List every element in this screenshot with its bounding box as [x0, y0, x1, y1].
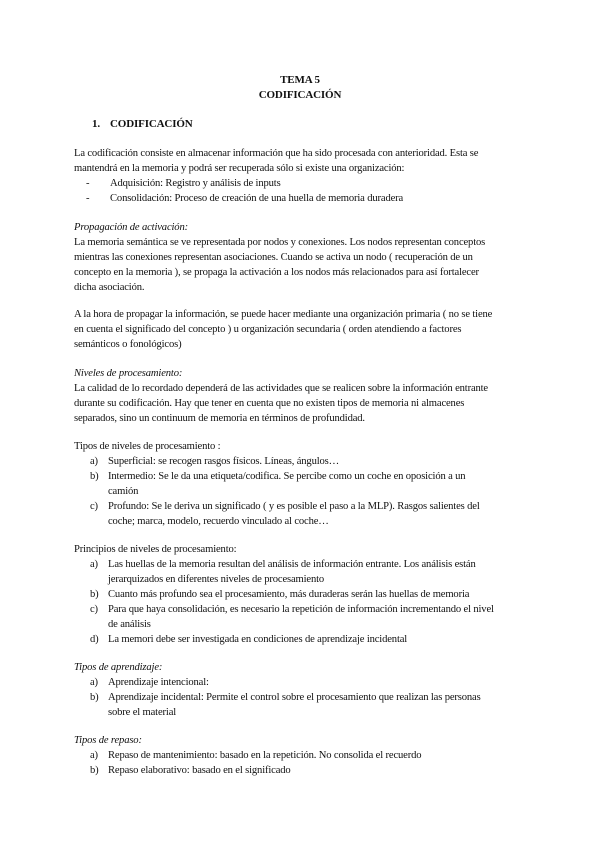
list-item: c) Profundo: Se le deriva un significado ( y es posible el paso a la MLP). Rasgos salientes del	[90, 501, 480, 512]
subheading: Tipos de niveles de procesamiento :	[74, 441, 221, 452]
paragraph-line: concepto en la memoria ), se propaga la activación a los nodos más relacionados para así fortalecer	[74, 267, 479, 278]
list-item: - Adquisición: Registro y análisis de inputs	[86, 178, 281, 189]
list-item-continuation: de análisis	[108, 619, 151, 630]
list-item-text: Adquisición: Registro y análisis de inputs	[110, 178, 281, 189]
list-item: a) Las huellas de la memoria resultan del análisis de información entrante. Los análisis están	[90, 559, 476, 570]
paragraph-line: semánticos o fonológicos)	[74, 339, 182, 350]
paragraph-line: La codificación consiste en almacenar información que ha sido procesada con anterioridad. Esta se	[74, 148, 479, 159]
section-title: CODIFICACIÓN	[110, 118, 193, 130]
paragraph-line: separados, sino un continuum de memoria en términos de profundidad.	[74, 413, 365, 424]
document-subtitle: CODIFICACIÓN	[258, 89, 342, 101]
subheading: Principios de niveles de procesamiento:	[74, 544, 237, 555]
list-item-continuation: camión	[108, 486, 139, 497]
list-item: b) Intermedio: Se le da una etiqueta/codifica. Se percibe como un coche en oposición a un	[90, 471, 466, 482]
paragraph-line: La calidad de lo recordado dependerá de las actividades que se realicen sobre la información entrante	[74, 383, 488, 394]
list-item: b) Aprendizaje incidental: Permite el control sobre el procesamiento que realizan las personas	[90, 692, 481, 703]
list-item: b) Cuanto más profundo sea el procesamiento, más duraderas serán las huellas de memoria	[90, 589, 470, 600]
list-item: a) Repaso de mantenimiento: basado en la repetición. No consolida el recuerdo	[90, 750, 422, 761]
list-item: - Consolidación: Proceso de creación de una huella de memoria duradera	[86, 193, 404, 204]
subheading: Niveles de procesamiento:	[74, 368, 183, 379]
list-item: d) La memori debe ser investigada en condiciones de aprendizaje incidental	[90, 634, 408, 645]
subheading: Propagación de activación:	[74, 222, 188, 233]
paragraph-line: mantendrá en la memoria y podrá ser recuperada sólo si existe una organización:	[74, 163, 405, 174]
list-item-continuation: coche; marca, modelo, recuerdo vinculado al coche…	[108, 516, 329, 527]
section-heading	[74, 117, 526, 132]
subheading: Tipos de aprendizaje:	[74, 662, 163, 673]
paragraph-line: en cuenta el significado del concepto ) u organización secundaria ( orden atendiendo a factores	[74, 324, 462, 335]
paragraph-line: durante su codificación. Hay que tener en cuenta que no existen tipos de memoria ni almacenes	[74, 398, 465, 409]
list-item: c) Para que haya consolidación, es necesario la repetición de información incrementando el nivel	[90, 604, 494, 615]
paragraph-line: La memoria semántica se ve representada por nodos y conexiones. Los nodos representan conceptos	[74, 237, 486, 248]
list-item: a) Aprendizaje intencional:	[90, 677, 209, 688]
document-title: TEMA 5	[280, 74, 320, 86]
list-item-continuation: jerarquizados en diferentes niveles de procesamiento	[108, 574, 325, 585]
paragraph-line: dicha asociación.	[74, 282, 145, 293]
list-item-continuation: sobre el material	[108, 707, 177, 718]
subheading: Tipos de repaso:	[74, 735, 142, 746]
section-number: 1.	[92, 118, 100, 130]
paragraph-line: mientras las conexiones representan asociaciones. Cuando se activa un nodo ( recuperación de un	[74, 252, 473, 263]
list-item: b) Repaso elaborativo: basado en el significado	[90, 765, 291, 776]
paragraph-line: A la hora de propagar la información, se puede hacer mediante una organización primaria ( no se tiene	[74, 309, 493, 320]
list-item: a) Superficial: se recogen rasgos físicos. Líneas, ángulos…	[90, 456, 340, 467]
list-item-text: Consolidación: Proceso de creación de una huella de memoria duradera	[110, 193, 404, 204]
